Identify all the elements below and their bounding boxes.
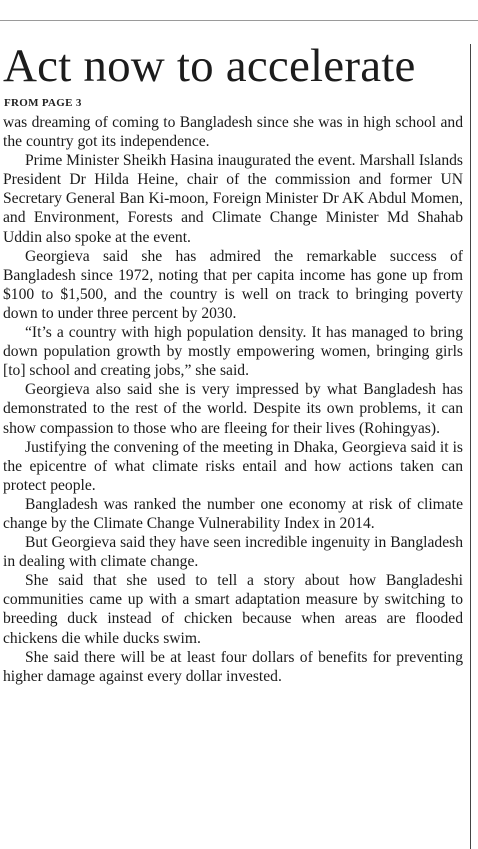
continued-from-label: FROM PAGE 3 xyxy=(4,97,82,109)
column-divider xyxy=(470,44,471,849)
article-body xyxy=(3,113,463,686)
paragraph-10: She said there will be at least four dollars of benefits for preventing higher damage against every dollar invested. xyxy=(3,648,463,685)
paragraph-3: Georgieva said she has admired the remarkable success of Bangladesh since 1972, noting that per capita income has gone up from $100 to $1,500, and the country is well on track to bringing poverty down to under three percent by 2030. xyxy=(3,247,463,322)
paragraph-4: “It’s a country with high population density. It has managed to bring down population growth by mostly empowering women, bringing girls [to] school and creating jobs,” she said. xyxy=(3,324,463,380)
top-divider xyxy=(0,20,478,21)
paragraph-7: Bangladesh was ranked the number one economy at risk of climate change by the Climate Change Vulnerability Index in 2014. xyxy=(3,495,463,532)
paragraph-9: She said that she used to tell a story about how Bangladeshi communities came up with a smart adaptation measure by switching to breeding duck instead of chicken because when areas are flooded chickens die while ducks swim. xyxy=(3,572,463,647)
paragraph-1: was dreaming of coming to Bangladesh since she was in high school and the country got its independence. xyxy=(3,114,463,151)
paragraph-2: Prime Minister Sheikh Hasina inaugurated the event. Marshall Islands President Dr Hilda Heine, chair of the commission and former UN Secretary General Ban Ki-moon, Foreign Minister Dr AK Abdul Momen, and Environment, Forests and Climate Change Minister Md Shahab Uddin also spoke at the event. xyxy=(3,152,463,246)
paragraph-5: Georgieva also said she is very impressed by what Bangladesh has demonstrated to the rest of the world. Despite its own problems, it can show compassion to those who are fleeing for their lives (Rohingyas). xyxy=(3,381,463,437)
headline: Act now to accelerate xyxy=(3,40,416,92)
paragraph-6: Justifying the convening of the meeting in Dhaka, Georgieva said it is the epicentre of what climate risks entail and how actions taken can protect people. xyxy=(3,438,463,494)
paragraph-8: But Georgieva said they have seen incredible ingenuity in Bangladesh in dealing with climate change. xyxy=(3,534,463,571)
